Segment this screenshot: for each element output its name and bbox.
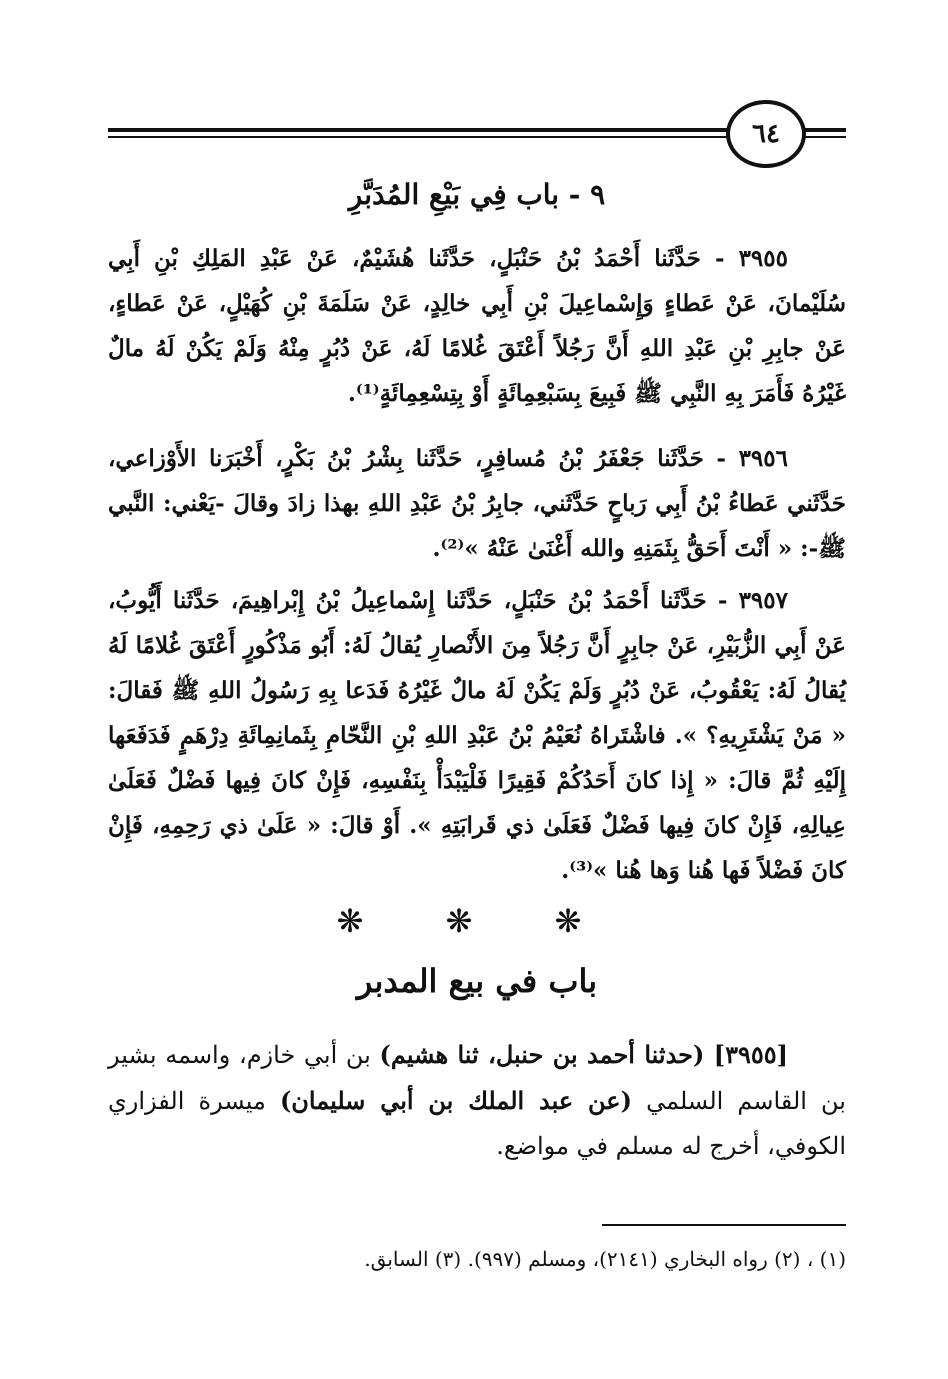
hadith-text: ٣٩٥٦ - حَدَّثَنا جَعْفَرُ بْنُ مُسافِرٍ، حَدَّثَنا بِشْرُ بْنُ بَكْرٍ، أَخْبَرَنا الأَوْزاعي، حَدَّثَني عَطاءُ بْنُ أَبِي رَباحٍ حَدَّثَني، جابِرُ بْنُ عَبْدِ اللهِ بهذا زادَ وقالَ -يَعْني: النَّبي ﷺ-: « أَنْتَ أَحَقُّ بِثَمَنِهِ والله أَغْنَىٰ عَنْهُ »⁽²⁾. <box>108 445 846 562</box>
hadith-text: ٣٩٥٥ - حَدَّثَنا أَحْمَدُ بْنُ حَنْبَلٍ، حَدَّثَنا هُشَيْمٌ، عَنْ عَبْدِ المَلِكِ بْنِ أَبِي سُلَيْمانَ، عَنْ عَطاءٍ وَإِسْماعِيلَ بْنِ أَبِي خالِدٍ، عَنْ سَلَمَةَ بْنِ كُهَيْلٍ، عَنْ عَطاءٍ، عَنْ جابِرِ بْنِ عَبْدِ اللهِ أَنَّ رَجُلاً أَعْتَقَ غُلامًا لَهُ، عَنْ دُبُرٍ مِنْهُ وَلَمْ يَكُنْ لَهُ مالٌ غَيْرُهُ فَأَمَرَ بِهِ النَّبِي ﷺ فَبِيعَ بِسَبْعِمِائَةٍ أَوْ بِتِسْعِمِائَةٍ⁽¹⁾. <box>108 245 846 407</box>
commentary-text: بن أبي خازم، واسمه بشير بن القاسم السلمي <box>108 1041 846 1115</box>
hadith-3955 <box>108 236 846 416</box>
hadith-3957 <box>108 578 846 893</box>
commentary-lead: [٣٩٥٥] (حدثنا أحمد بن حنبل، ثنا هشيم) <box>379 1040 788 1069</box>
hadith-3956 <box>108 436 846 571</box>
page-number: ٦٤ <box>726 100 806 168</box>
commentary-title: باب في بيع المدبر <box>356 962 598 1000</box>
section-separator: ❋ ❋ ❋ <box>336 902 618 940</box>
commentary-paragraph <box>108 1032 846 1169</box>
hadith-text: ٣٩٥٧ - حَدَّثَنا أَحْمَدُ بْنُ حَنْبَلٍ، حَدَّثَنا إِسْماعِيلُ بْنُ إِبْراهِيمَ، حَدَّثَنا أَيُّوبُ، عَنْ أَبِي الزُّبَيْرِ، عَنْ جابِرٍ أَنَّ رَجُلاً مِنَ الأَنْصارِ يُقالُ لَهُ: أَبُو مَذْكُورٍ أَعْتَقَ غُلامًا لَهُ يُقالُ لَهُ: يَعْقُوبُ، عَنْ دُبُرٍ وَلَمْ يَكُنْ لَهُ مالٌ غَيْرُهُ فَدَعا بِهِ رَسُولُ اللهِ ﷺ فَقالَ: « مَنْ يَشْتَرِيهِ؟ ». فاشْتَراهُ نُعَيْمُ بْنُ عَبْدِ اللهِ بْنِ النَّحّامِ بِثَمانِمِائَةِ دِرْهَمٍ فَدَفَعَها إِلَيْهِ ثُمَّ قالَ: « إِذا كانَ أَحَدُكُمْ فَقِيرًا فَلْيَبْدَأْ بِنَفْسِهِ، فَإِنْ كانَ فِيها فَضْلٌ فَعَلَىٰ عِيالِهِ، فَإِنْ كانَ فِيها فَضْلٌ فَعَلَىٰ ذي قَرابَتِهِ ». أَوْ قالَ: « عَلَىٰ ذي رَحِمِهِ، فَإِنْ كانَ فَضْلاً فَها هُنا وَها هُنا »⁽³⁾. <box>108 587 846 884</box>
commentary-quote: (عن عبد الملك بن أبي سليمان) <box>279 1086 632 1115</box>
footnote-rule <box>602 1224 846 1226</box>
footnote: (١) ، (٢) رواه البخاري (٢١٤١)، ومسلم (٩٩٧). (٣) السابق. <box>364 1247 846 1271</box>
chapter-title: ٩ - باب فِي بَيْعِ المُدَبَّرِ <box>348 178 606 211</box>
commentary-body <box>108 1032 846 1169</box>
commentary-text-2: ميسرة الفزاري الكوفي، أخرج له مسلم في مواضع. <box>108 1087 846 1160</box>
page-header <box>108 100 846 168</box>
